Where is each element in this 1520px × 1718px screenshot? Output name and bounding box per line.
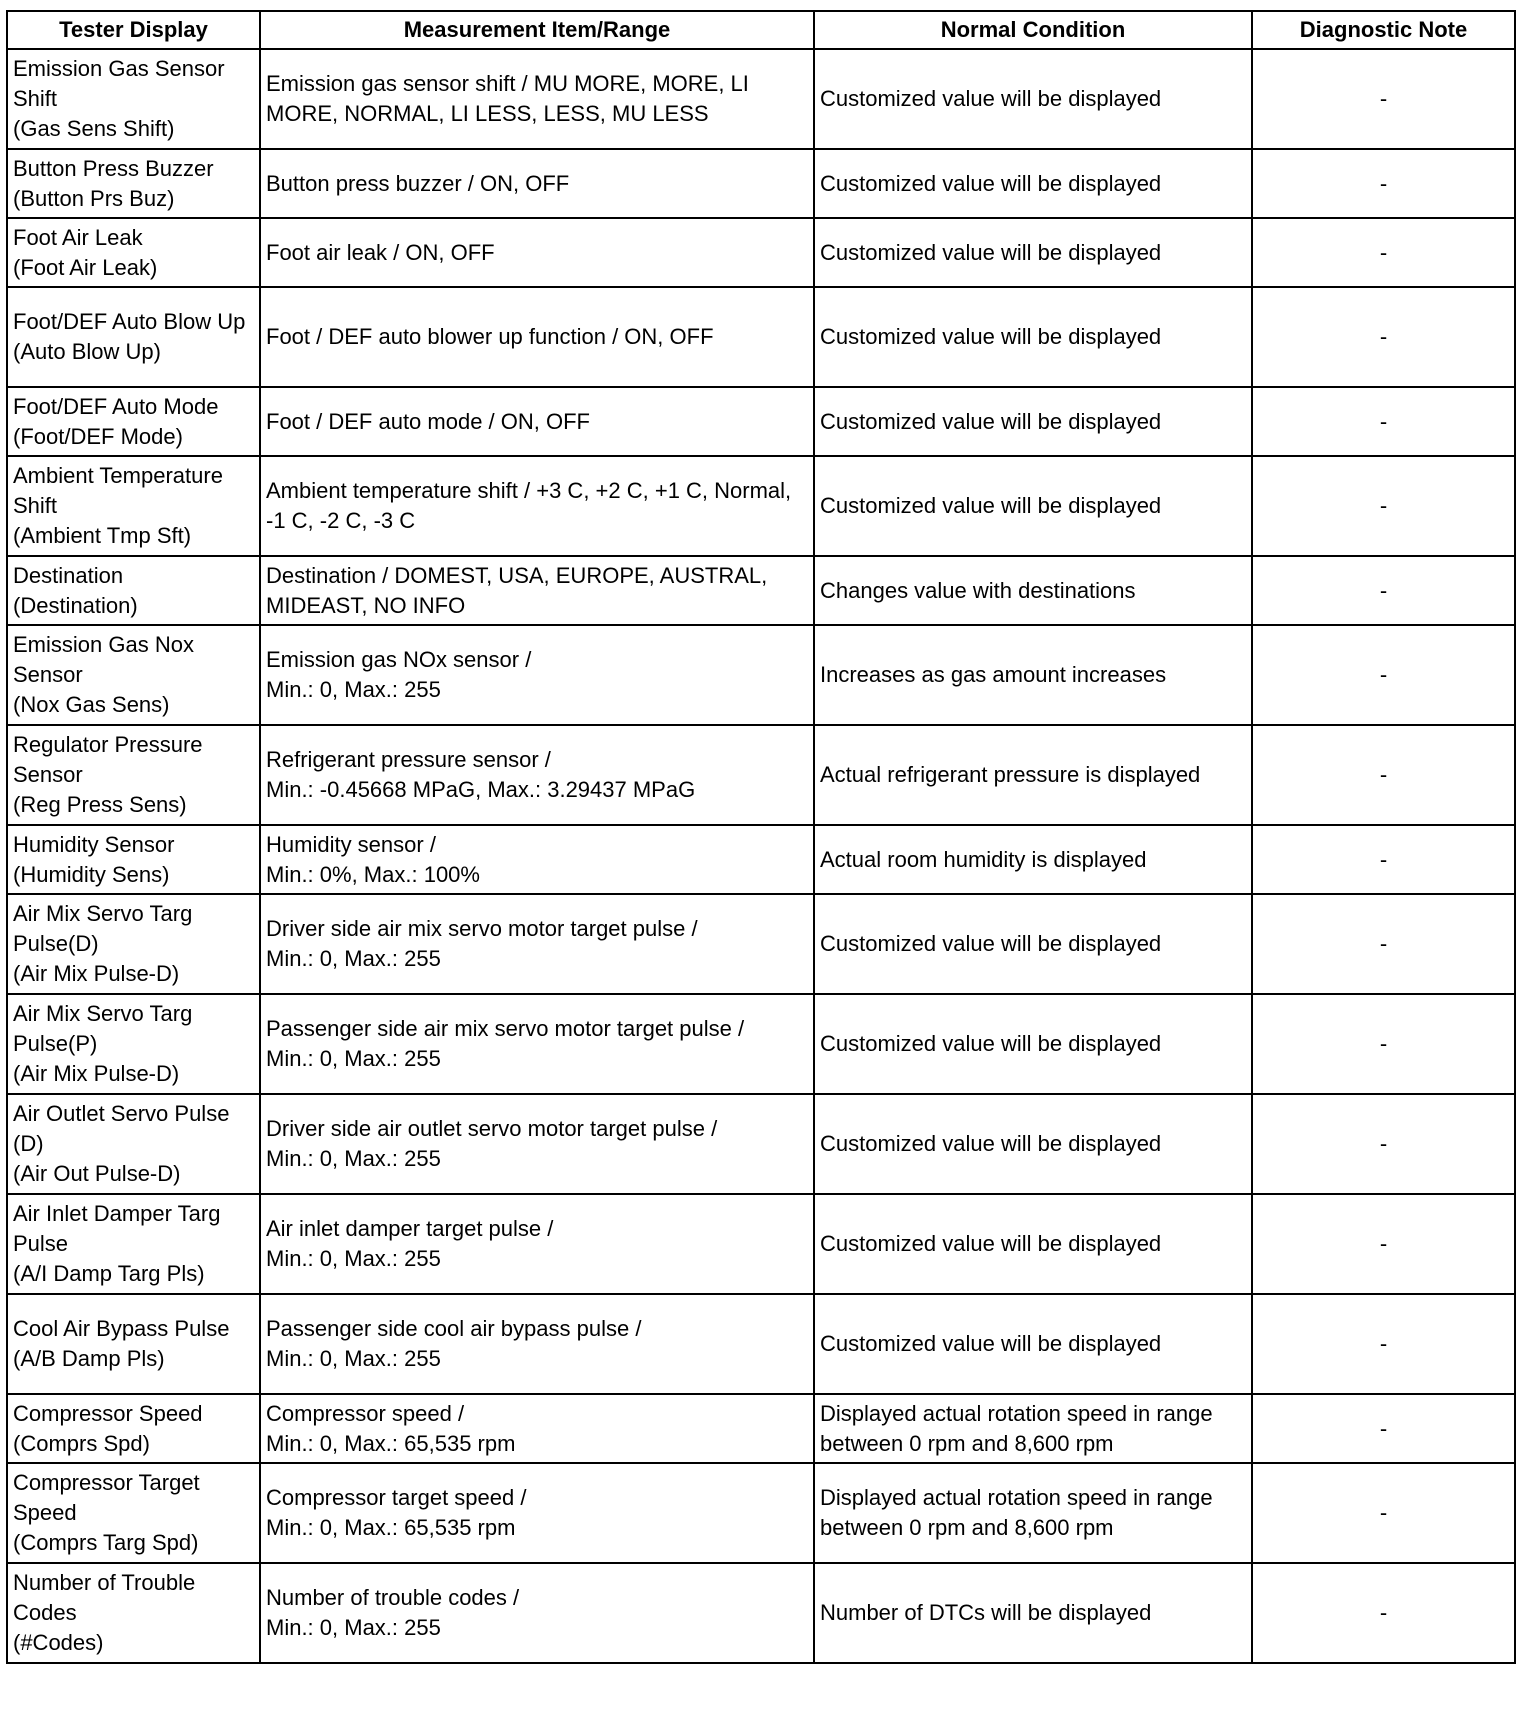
cell-normal-condition: Customized value will be displayed (814, 218, 1252, 287)
cell-normal-condition: Actual refrigerant pressure is displayed (814, 725, 1252, 825)
table-row (7, 625, 1515, 725)
cell-measurement-range: Air inlet damper target pulse / Min.: 0, Max.: 255 (260, 1194, 814, 1294)
cell-normal-condition: Customized value will be displayed (814, 287, 1252, 387)
header-tester-display: Tester Display (7, 11, 260, 49)
table-row (7, 49, 1515, 149)
cell-tester-display: Air Inlet Damper Targ Pulse (A/I Damp Targ Pls) (7, 1194, 260, 1294)
cell-measurement-range: Destination / DOMEST, USA, EUROPE, AUSTRAL, MIDEAST, NO INFO (260, 556, 814, 625)
cell-diagnostic-note: - (1252, 149, 1515, 218)
cell-diagnostic-note: - (1252, 1394, 1515, 1463)
header-normal-condition: Normal Condition (814, 11, 1252, 49)
cell-measurement-range: Compressor speed / Min.: 0, Max.: 65,535 rpm (260, 1394, 814, 1463)
cell-measurement-range: Driver side air outlet servo motor target pulse / Min.: 0, Max.: 255 (260, 1094, 814, 1194)
cell-normal-condition: Customized value will be displayed (814, 456, 1252, 556)
table-row (7, 725, 1515, 825)
cell-tester-display: Air Mix Servo Targ Pulse(P) (Air Mix Pulse-D) (7, 994, 260, 1094)
cell-normal-condition: Customized value will be displayed (814, 1194, 1252, 1294)
cell-diagnostic-note: - (1252, 1563, 1515, 1663)
cell-measurement-range: Ambient temperature shift / +3 C, +2 C, +1 C, Normal, -1 C, -2 C, -3 C (260, 456, 814, 556)
cell-normal-condition: Customized value will be displayed (814, 1294, 1252, 1394)
cell-tester-display: Button Press Buzzer (Button Prs Buz) (7, 149, 260, 218)
cell-measurement-range: Emission gas sensor shift / MU MORE, MORE, LI MORE, NORMAL, LI LESS, LESS, MU LESS (260, 49, 814, 149)
table-row (7, 1463, 1515, 1563)
cell-tester-display: Emission Gas Nox Sensor (Nox Gas Sens) (7, 625, 260, 725)
cell-diagnostic-note: - (1252, 1094, 1515, 1194)
cell-normal-condition: Customized value will be displayed (814, 1094, 1252, 1194)
cell-measurement-range: Button press buzzer / ON, OFF (260, 149, 814, 218)
table-row (7, 456, 1515, 556)
cell-measurement-range: Compressor target speed / Min.: 0, Max.: 65,535 rpm (260, 1463, 814, 1563)
table-row (7, 387, 1515, 456)
cell-diagnostic-note: - (1252, 1463, 1515, 1563)
table-row (7, 287, 1515, 387)
cell-measurement-range: Refrigerant pressure sensor / Min.: -0.45668 MPaG, Max.: 3.29437 MPaG (260, 725, 814, 825)
table-row (7, 218, 1515, 287)
table-row (7, 149, 1515, 218)
table-row (7, 894, 1515, 994)
cell-measurement-range: Emission gas NOx sensor / Min.: 0, Max.: 255 (260, 625, 814, 725)
cell-measurement-range: Passenger side cool air bypass pulse / Min.: 0, Max.: 255 (260, 1294, 814, 1394)
cell-diagnostic-note: - (1252, 456, 1515, 556)
cell-diagnostic-note: - (1252, 287, 1515, 387)
cell-tester-display: Foot/DEF Auto Blow Up (Auto Blow Up) (7, 287, 260, 387)
table-row (7, 1294, 1515, 1394)
table-row (7, 1563, 1515, 1663)
cell-measurement-range: Humidity sensor / Min.: 0%, Max.: 100% (260, 825, 814, 894)
cell-diagnostic-note: - (1252, 1294, 1515, 1394)
cell-measurement-range: Foot / DEF auto blower up function / ON, OFF (260, 287, 814, 387)
cell-measurement-range: Foot / DEF auto mode / ON, OFF (260, 387, 814, 456)
cell-diagnostic-note: - (1252, 49, 1515, 149)
cell-normal-condition: Displayed actual rotation speed in range between 0 rpm and 8,600 rpm (814, 1394, 1252, 1463)
cell-tester-display: Number of Trouble Codes (#Codes) (7, 1563, 260, 1663)
table-row (7, 825, 1515, 894)
cell-measurement-range: Passenger side air mix servo motor target pulse / Min.: 0, Max.: 255 (260, 994, 814, 1094)
cell-tester-display: Compressor Target Speed (Comprs Targ Spd) (7, 1463, 260, 1563)
cell-normal-condition: Changes value with destinations (814, 556, 1252, 625)
cell-tester-display: Air Mix Servo Targ Pulse(D) (Air Mix Pulse-D) (7, 894, 260, 994)
cell-tester-display: Compressor Speed (Comprs Spd) (7, 1394, 260, 1463)
cell-measurement-range: Foot air leak / ON, OFF (260, 218, 814, 287)
cell-diagnostic-note: - (1252, 825, 1515, 894)
header-diagnostic-note: Diagnostic Note (1252, 11, 1515, 49)
table-row (7, 1394, 1515, 1463)
header-measurement-item-range: Measurement Item/Range (260, 11, 814, 49)
cell-tester-display: Foot Air Leak (Foot Air Leak) (7, 218, 260, 287)
table-row (7, 1094, 1515, 1194)
cell-tester-display: Cool Air Bypass Pulse (A/B Damp Pls) (7, 1294, 260, 1394)
cell-tester-display: Emission Gas Sensor Shift (Gas Sens Shift) (7, 49, 260, 149)
cell-diagnostic-note: - (1252, 556, 1515, 625)
data-list-table (6, 10, 1516, 1664)
cell-normal-condition: Customized value will be displayed (814, 149, 1252, 218)
table-header-row (7, 11, 1515, 49)
cell-tester-display: Regulator Pressure Sensor (Reg Press Sens) (7, 725, 260, 825)
cell-measurement-range: Driver side air mix servo motor target pulse / Min.: 0, Max.: 255 (260, 894, 814, 994)
cell-normal-condition: Customized value will be displayed (814, 49, 1252, 149)
cell-diagnostic-note: - (1252, 894, 1515, 994)
document-page (6, 10, 1514, 1664)
cell-tester-display: Destination (Destination) (7, 556, 260, 625)
table-row (7, 994, 1515, 1094)
table-row (7, 556, 1515, 625)
cell-diagnostic-note: - (1252, 218, 1515, 287)
cell-diagnostic-note: - (1252, 1194, 1515, 1294)
cell-normal-condition: Displayed actual rotation speed in range between 0 rpm and 8,600 rpm (814, 1463, 1252, 1563)
cell-tester-display: Humidity Sensor (Humidity Sens) (7, 825, 260, 894)
table-row (7, 1194, 1515, 1294)
cell-tester-display: Air Outlet Servo Pulse (D) (Air Out Pulse-D) (7, 1094, 260, 1194)
cell-diagnostic-note: - (1252, 387, 1515, 456)
cell-normal-condition: Increases as gas amount increases (814, 625, 1252, 725)
cell-diagnostic-note: - (1252, 994, 1515, 1094)
cell-normal-condition: Actual room humidity is displayed (814, 825, 1252, 894)
cell-normal-condition: Customized value will be displayed (814, 894, 1252, 994)
cell-diagnostic-note: - (1252, 625, 1515, 725)
cell-measurement-range: Number of trouble codes / Min.: 0, Max.: 255 (260, 1563, 814, 1663)
cell-normal-condition: Number of DTCs will be displayed (814, 1563, 1252, 1663)
cell-tester-display: Foot/DEF Auto Mode (Foot/DEF Mode) (7, 387, 260, 456)
cell-tester-display: Ambient Temperature Shift (Ambient Tmp Sft) (7, 456, 260, 556)
cell-normal-condition: Customized value will be displayed (814, 387, 1252, 456)
cell-diagnostic-note: - (1252, 725, 1515, 825)
cell-normal-condition: Customized value will be displayed (814, 994, 1252, 1094)
